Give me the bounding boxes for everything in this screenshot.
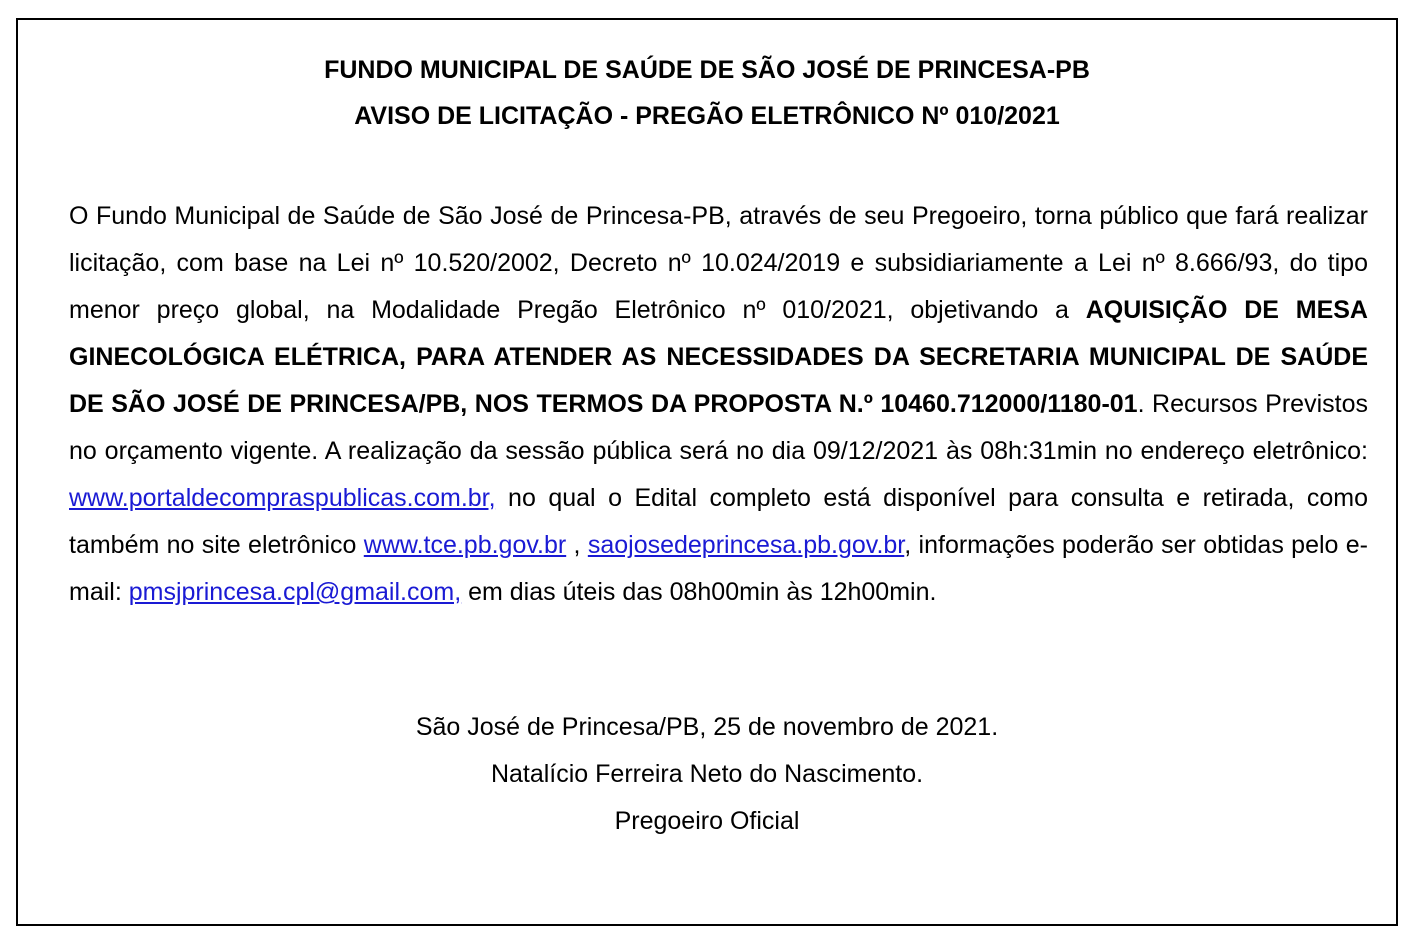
portal-compras-link[interactable]: www.portaldecompraspublicas.com.br, [69,484,496,512]
place-date: São José de Princesa/PB, 25 de novembro de 2021. [415,713,999,741]
body-text-part2: . Recursos Previstos no orçamento vigente. A realização da sessão pública será no dia 09/12/2021 às 08h:31min no endereço eletrônico: [69,390,1368,465]
signer-name: Natalício Ferreira Neto do Nascimento. [490,760,924,788]
tce-link[interactable]: www.tce.pb.gov.br [363,531,567,559]
body-text-part3: no qual o Edital completo está disponível para consulta e retirada, como também no site eletrônico [69,484,1368,559]
body-text-part1: O Fundo Municipal de Saúde de São José de Princesa-PB, através de seu Pregoeiro, torna público que fará realizar licitação, com base na Lei nº 10.520/2002, Decreto nº 10.024/2019 e subsidiariamente a Lei nº 8.666/93, do tipo menor preço global, na Modalidade Pregão Eletrônico nº 010/2021, objetivando a [69,202,1368,324]
body-text-part5: em dias úteis das 08h00min às 12h00min. [461,578,937,606]
signer-role: Pregoeiro Oficial [614,807,800,835]
link-separator: , [566,531,588,559]
municipio-link[interactable]: saojosedeprincesa.pb.gov.br [587,531,905,559]
notice-issuer-title: FUNDO MUNICIPAL DE SAÚDE DE SÃO JOSÉ DE PRINCESA-PB [324,56,1090,84]
body-text-part4: , informações poderão ser obtidas pelo e-mail: [69,531,1368,606]
notice-box [16,18,1398,926]
procurement-object: AQUISIÇÃO DE MESA GINECOLÓGICA ELÉTRICA, PARA ATENDER AS NECESSIDADES DA SECRETARIA MUNICIPAL DE SAÚDE DE SÃO JOSÉ DE PRINCESA/PB, NOS TERMOS DA PROPOSTA N.º 10460.712000/1180-01 [69,296,1368,418]
email-link[interactable]: pmsjprincesa.cpl@gmail.com, [128,578,462,606]
notice-body [69,193,1368,616]
notice-subject-title: AVISO DE LICITAÇÃO - PREGÃO ELETRÔNICO Nº 010/2021 [354,102,1060,130]
